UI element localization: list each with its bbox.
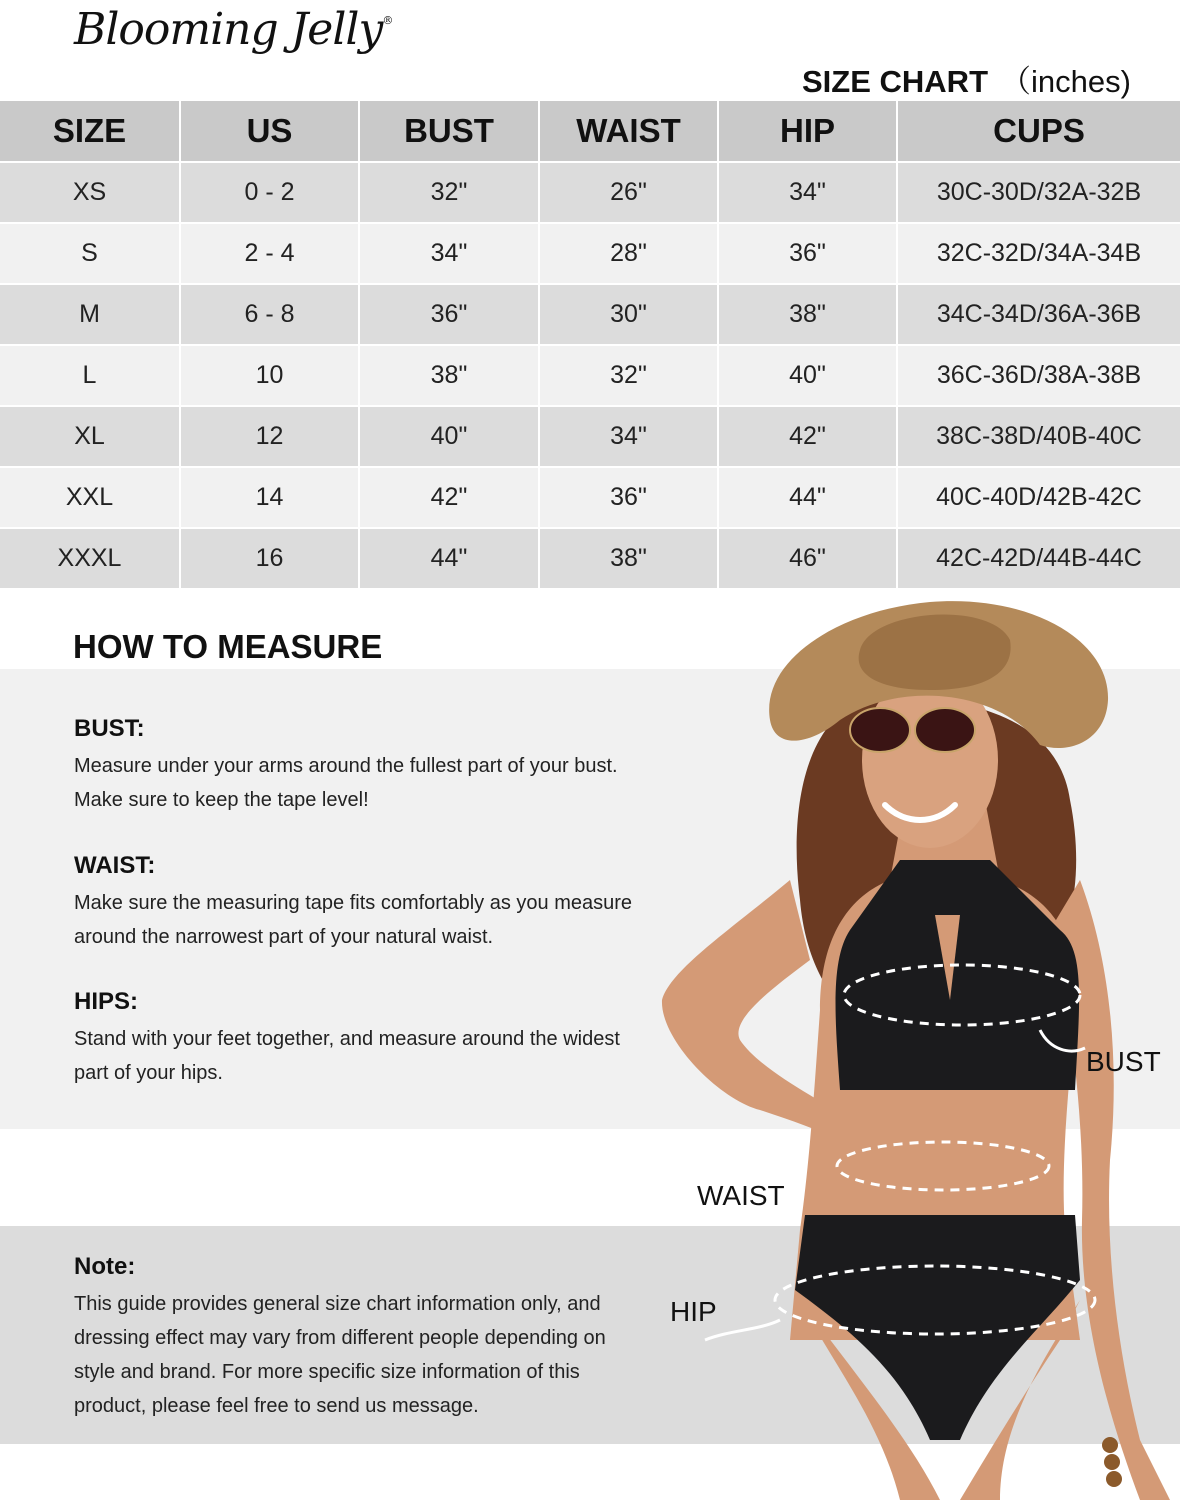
cell-size: XXXL xyxy=(0,528,180,589)
cell-waist: 26" xyxy=(539,162,718,223)
waist-line-2: around the narrowest part of your natural waist. xyxy=(74,926,494,948)
cell-cups: 38C-38D/40B-40C xyxy=(897,406,1180,467)
col-header-bust: BUST xyxy=(359,101,539,162)
cell-hip: 38" xyxy=(718,284,897,345)
cell-hip: 34" xyxy=(718,162,897,223)
cell-size: L xyxy=(0,345,180,406)
cell-cups: 42C-42D/44B-44C xyxy=(897,528,1180,589)
unit-label: （inches) xyxy=(1000,64,1131,99)
cell-size: S xyxy=(0,223,180,284)
cell-bust: 44" xyxy=(359,528,539,589)
table-row xyxy=(0,528,1180,589)
col-header-hip: HIP xyxy=(718,101,897,162)
cell-hip: 40" xyxy=(718,345,897,406)
hip-label: HIP xyxy=(670,1296,717,1327)
cell-waist: 28" xyxy=(539,223,718,284)
cell-waist: 38" xyxy=(539,528,718,589)
hips-line-2: part of your hips. xyxy=(74,1062,223,1084)
col-header-cups: CUPS xyxy=(897,101,1180,162)
bust-line-1: Measure under your arms around the fullest part of your bust. xyxy=(74,755,618,777)
cell-bust: 36" xyxy=(359,284,539,345)
table-row xyxy=(0,467,1180,528)
note-line-4: product, please feel free to send us message. xyxy=(74,1395,479,1417)
cell-hip: 44" xyxy=(718,467,897,528)
col-header-us: US xyxy=(180,101,359,162)
cell-size: XS xyxy=(0,162,180,223)
cell-hip: 42" xyxy=(718,406,897,467)
waist-heading: WAIST: xyxy=(74,852,156,879)
waist-label: WAIST xyxy=(697,1180,785,1211)
bust-label: BUST xyxy=(1086,1046,1161,1077)
bust-instructions xyxy=(74,715,684,817)
hips-heading: HIPS: xyxy=(74,988,139,1015)
model-photo xyxy=(655,590,1180,1500)
note-line-2: dressing effect may vary from different people depending on xyxy=(74,1327,606,1349)
cell-size: XL xyxy=(0,406,180,467)
registered-mark: ® xyxy=(382,14,393,27)
cell-cups: 32C-32D/34A-34B xyxy=(897,223,1180,284)
cell-cups: 30C-30D/32A-32B xyxy=(897,162,1180,223)
brand-logo: Blooming Jelly® xyxy=(74,4,393,55)
cell-us: 14 xyxy=(180,467,359,528)
waist-line-1: Make sure the measuring tape fits comfortably as you measure xyxy=(74,892,633,914)
col-header-waist: WAIST xyxy=(539,101,718,162)
cell-cups: 36C-36D/38A-38B xyxy=(897,345,1180,406)
cell-waist: 30" xyxy=(539,284,718,345)
cell-us: 6 - 8 xyxy=(180,284,359,345)
cell-us: 12 xyxy=(180,406,359,467)
table-header-row xyxy=(0,101,1180,162)
table-row xyxy=(0,162,1180,223)
table-row xyxy=(0,406,1180,467)
cell-bust: 38" xyxy=(359,345,539,406)
cell-bust: 34" xyxy=(359,223,539,284)
bust-heading: BUST: xyxy=(74,715,145,742)
waist-instructions xyxy=(74,852,684,954)
size-chart-table xyxy=(0,101,1180,590)
cell-hip: 36" xyxy=(718,223,897,284)
col-header-size: SIZE xyxy=(0,101,180,162)
cell-bust: 32" xyxy=(359,162,539,223)
cell-us: 2 - 4 xyxy=(180,223,359,284)
table-row xyxy=(0,223,1180,284)
cell-us: 0 - 2 xyxy=(180,162,359,223)
cell-waist: 36" xyxy=(539,467,718,528)
cell-us: 10 xyxy=(180,345,359,406)
cell-cups: 34C-34D/36A-36B xyxy=(897,284,1180,345)
note-block xyxy=(74,1253,684,1423)
hips-line-1: Stand with your feet together, and measure around the widest xyxy=(74,1028,620,1050)
cell-bust: 40" xyxy=(359,406,539,467)
beads xyxy=(1102,1437,1122,1487)
hips-instructions xyxy=(74,988,684,1090)
how-to-measure-title: HOW TO MEASURE xyxy=(73,628,383,665)
cell-size: XXL xyxy=(0,467,180,528)
bust-line-2: Make sure to keep the tape level! xyxy=(74,789,369,811)
cell-waist: 34" xyxy=(539,406,718,467)
cell-us: 16 xyxy=(180,528,359,589)
cell-hip: 46" xyxy=(718,528,897,589)
note-heading: Note: xyxy=(74,1253,136,1280)
cell-cups: 40C-40D/42B-42C xyxy=(897,467,1180,528)
cell-waist: 32" xyxy=(539,345,718,406)
cell-bust: 42" xyxy=(359,467,539,528)
cell-size: M xyxy=(0,284,180,345)
table-row xyxy=(0,345,1180,406)
note-line-3: style and brand. For more specific size information of this xyxy=(74,1361,580,1383)
table-row xyxy=(0,284,1180,345)
size-chart-title: SIZE CHART （inches) xyxy=(802,64,1131,99)
note-line-1: This guide provides general size chart information only, and xyxy=(74,1293,601,1315)
